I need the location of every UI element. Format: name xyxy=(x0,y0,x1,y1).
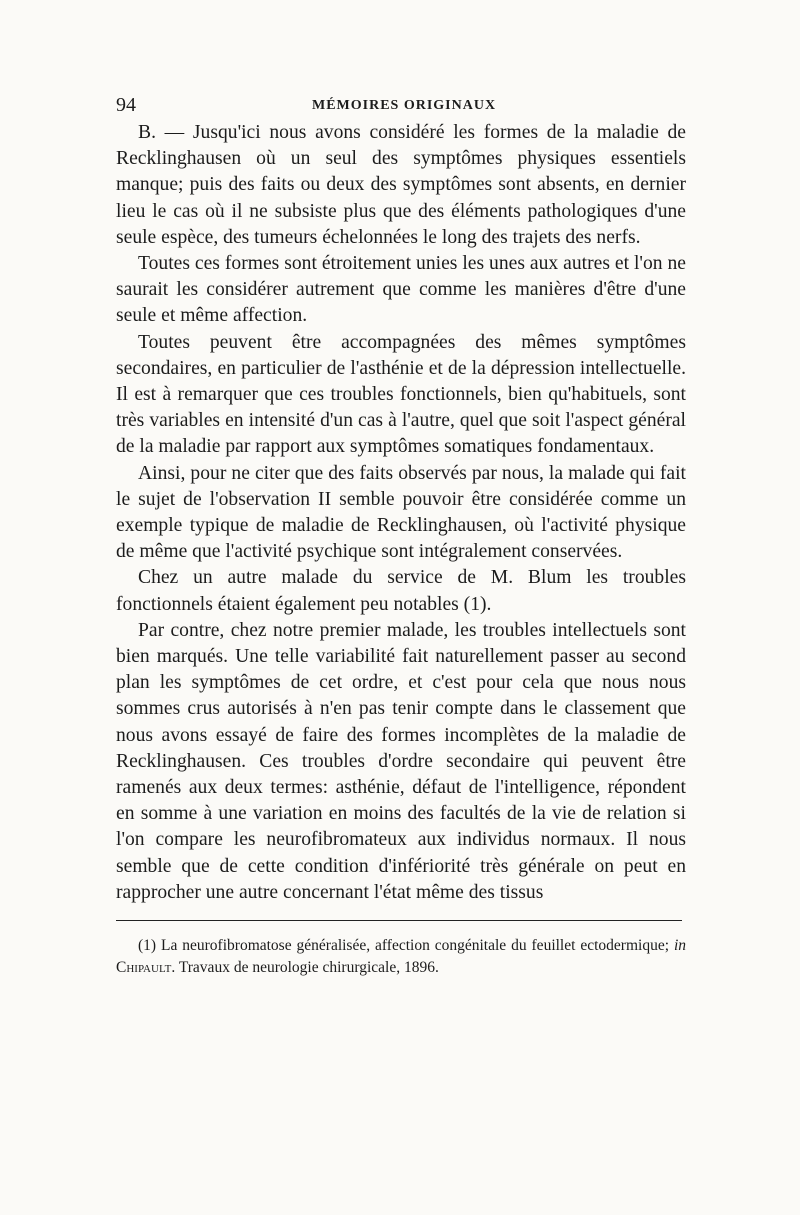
paragraph-3: Toutes peuvent être accompagnées des mêmes symptômes secondaires, en particulier de l'asthénie et de la dépression intellectuelle. Il est à remarquer que ces troubles fonctionnels, bien qu'habituels, sont très variables en intensité d'un cas à l'autre, quel que soit l'aspect général de la maladie par rapport aux symptômes somatiques fondamentaux. xyxy=(116,331,686,458)
footnote-rule xyxy=(116,920,682,921)
page-header xyxy=(116,94,686,120)
paragraph-1: B. — Jusqu'ici nous avons considéré les formes de la maladie de Recklinghausen où un seul des symptômes physiques essentiels manque; puis des faits ou deux des symptômes sont absents, en dernier lieu le cas où il ne subsiste plus que des éléments pathologiques d'une seule espèce, des tumeurs échelonnées le long des trajets des nerfs. xyxy=(116,122,686,248)
paragraph-5: Chez un autre malade du service de M. Blum les troubles fonctionnels étaient également peu notables (1). xyxy=(116,567,686,615)
footnote-tail: . Travaux de neurologie chirurgicale, 1896. xyxy=(171,959,439,977)
paragraph-4: Ainsi, pour ne citer que des faits observés par nous, la malade qui fait le sujet de l'observation II semble pouvoir être considérée comme un exemple typique de maladie de Recklinghausen, où l'activité physique de même que l'activité psychique sont intégralement conservées. xyxy=(116,462,686,563)
paragraph-2: Toutes ces formes sont étroitement unies les unes aux autres et l'on ne saurait les considérer autrement que comme les manières d'être d'une seule et même affection. xyxy=(116,253,686,327)
footnote xyxy=(116,935,686,979)
page xyxy=(116,94,686,979)
footnote-author: Chipault xyxy=(116,959,172,977)
paragraph-6: Par contre, chez notre premier malade, les troubles intellectuels sont bien marqués. Une telle variabilité fait naturellement passer au second plan les symptômes de cet ordre, et c'est pour cela que nous nous sommes crus autorisés à n'en pas tenir compte dans le classement que nous avons essayé de faire des formes incomplètes de la maladie de Recklinghausen. Ces troubles d'ordre secondaire qui peuvent être ramenés aux deux termes: asthénie, défaut de l'intelligence, répondent en somme à une variation en moins des facultés de la vie de relation si l'on compare les neurofibromateux aux individus normaux. Il nous semble que de cette condition d'infériorité très générale on peut en rapprocher une autre concernant l'état même des tissus xyxy=(116,619,686,903)
running-head: MÉMOIRES ORIGINAUX xyxy=(312,98,497,113)
page-number: 94 xyxy=(116,94,136,116)
body-text xyxy=(116,120,686,906)
footnote-lead: (1) La neurofibromatose généralisée, affection congénitale du feuillet ectodermique; xyxy=(138,937,674,955)
footnote-in: in xyxy=(673,937,686,955)
